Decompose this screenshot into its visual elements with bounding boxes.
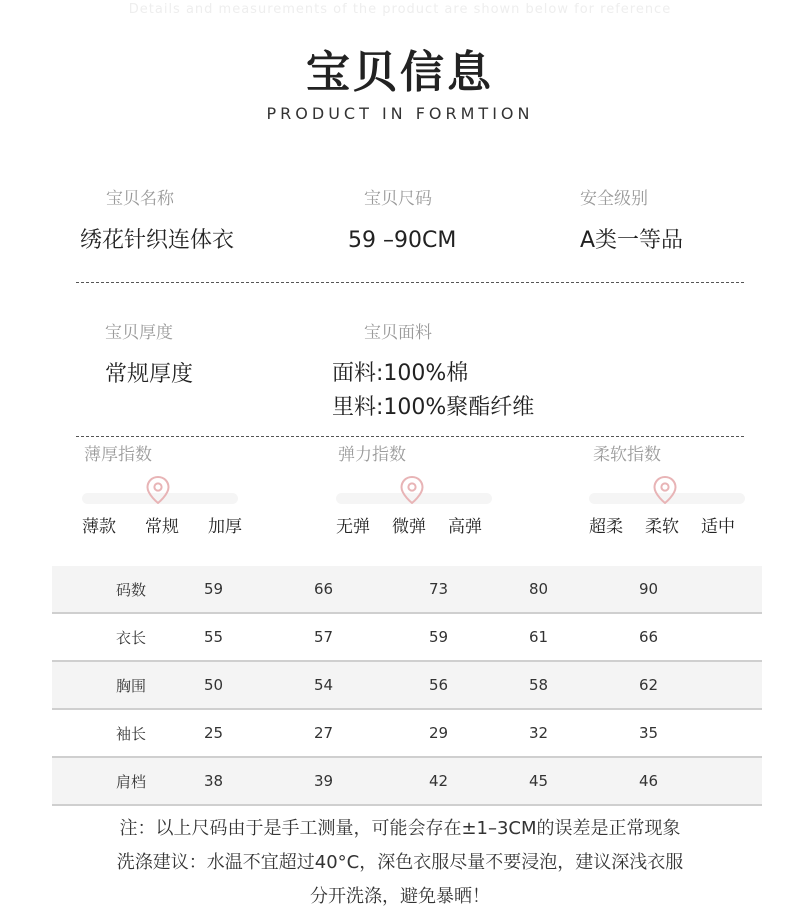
info-safety-label: 安全级别 — [580, 189, 648, 209]
table-cell: 46 — [639, 772, 659, 790]
table-row-header: 码数 — [116, 580, 147, 599]
info-safety-value: A类一等品 — [580, 228, 684, 253]
table-cell: 73 — [429, 580, 449, 598]
divider-2 — [76, 436, 744, 437]
info-size-value: 59 –90CM — [348, 228, 457, 253]
table-cell: 56 — [429, 676, 449, 694]
table-cell: 27 — [314, 724, 334, 742]
divider-1 — [76, 282, 744, 283]
table-cell: 42 — [429, 772, 449, 790]
table-cell: 61 — [529, 628, 549, 646]
table-row — [52, 661, 762, 709]
table-cell: 62 — [639, 676, 659, 694]
softness-option-super-soft: 超柔 — [589, 517, 623, 537]
table-cell: 66 — [314, 580, 334, 598]
table-cell: 29 — [429, 724, 449, 742]
table-cell: 80 — [529, 580, 549, 598]
info-size-label: 宝贝尺码 — [364, 189, 432, 209]
softness-index-label: 柔软指数 — [593, 445, 661, 465]
table-row — [52, 757, 762, 805]
softness-option-moderate: 适中 — [701, 517, 735, 537]
softness-index-options — [589, 512, 735, 537]
thickness-index-options — [82, 512, 242, 537]
care-notes — [0, 812, 800, 914]
thickness-option-thick: 加厚 — [208, 517, 242, 537]
faint-top-text: Details and measurements of the product are shown below for reference — [128, 2, 672, 17]
location-pin-icon — [146, 476, 170, 504]
info-thickness-label: 宝贝厚度 — [105, 323, 173, 343]
table-row-header: 胸围 — [116, 676, 147, 695]
info-safety — [580, 184, 683, 259]
table-cell: 39 — [314, 772, 334, 790]
thickness-index — [82, 440, 282, 537]
info-thickness-value: 常规厚度 — [105, 362, 194, 387]
table-cell: 38 — [204, 772, 224, 790]
info-name-label: 宝贝名称 — [106, 189, 174, 209]
table-cell: 45 — [529, 772, 549, 790]
note-line-3: 分开洗涤，避免暴晒！ — [310, 886, 490, 907]
location-pin-icon — [653, 476, 677, 504]
table-cell: 59 — [429, 628, 449, 646]
thickness-option-normal: 常规 — [145, 517, 179, 537]
elasticity-option-slight: 微弹 — [392, 517, 426, 537]
info-thickness — [105, 318, 193, 393]
thickness-index-label: 薄厚指数 — [84, 445, 152, 465]
table-row-header: 袖长 — [116, 724, 147, 743]
location-pin-icon — [400, 476, 424, 504]
table-cell: 57 — [314, 628, 334, 646]
note-line-1: 注：以上尺码由于是手工测量，可能会存在±1–3CM的误差是正常现象 — [119, 818, 681, 839]
info-name — [80, 184, 234, 259]
info-fabric — [332, 318, 534, 425]
elasticity-option-high: 高弹 — [448, 517, 482, 537]
table-row — [52, 613, 762, 661]
page-subtitle: PRODUCT IN FORMTION — [266, 104, 534, 123]
table-cell: 58 — [529, 676, 549, 694]
thickness-option-thin: 薄款 — [82, 517, 116, 537]
softness-index — [589, 440, 789, 537]
table-row-header: 衣长 — [116, 628, 147, 647]
table-cell: 59 — [204, 580, 224, 598]
table-cell: 66 — [639, 628, 659, 646]
note-line-2: 洗涤建议：水温不宜超过40°C，深色衣服尽量不要浸泡，建议深浅衣服 — [116, 852, 684, 873]
table-row — [52, 566, 762, 613]
table-cell: 35 — [639, 724, 659, 742]
info-fabric-line1: 面料:100%棉 — [332, 361, 469, 386]
info-fabric-value — [332, 357, 534, 425]
info-fabric-line2: 里料:100%聚酯纤维 — [332, 395, 535, 420]
page-title: 宝贝信息 — [306, 47, 494, 98]
elasticity-index — [336, 440, 536, 537]
table-cell: 50 — [204, 676, 224, 694]
table-cell: 32 — [529, 724, 549, 742]
info-fabric-label: 宝贝面料 — [364, 323, 432, 343]
elasticity-index-options — [336, 512, 482, 537]
table-row-header: 肩档 — [116, 772, 147, 791]
size-table — [52, 566, 762, 806]
table-cell: 25 — [204, 724, 224, 742]
softness-option-soft: 柔软 — [645, 517, 679, 537]
table-cell: 55 — [204, 628, 224, 646]
table-cell: 54 — [314, 676, 334, 694]
table-row — [52, 709, 762, 757]
elasticity-index-label: 弹力指数 — [338, 445, 406, 465]
table-cell: 90 — [639, 580, 659, 598]
info-size — [348, 184, 456, 259]
elasticity-option-none: 无弹 — [336, 517, 370, 537]
info-name-value: 绣花针织连体衣 — [80, 228, 235, 253]
